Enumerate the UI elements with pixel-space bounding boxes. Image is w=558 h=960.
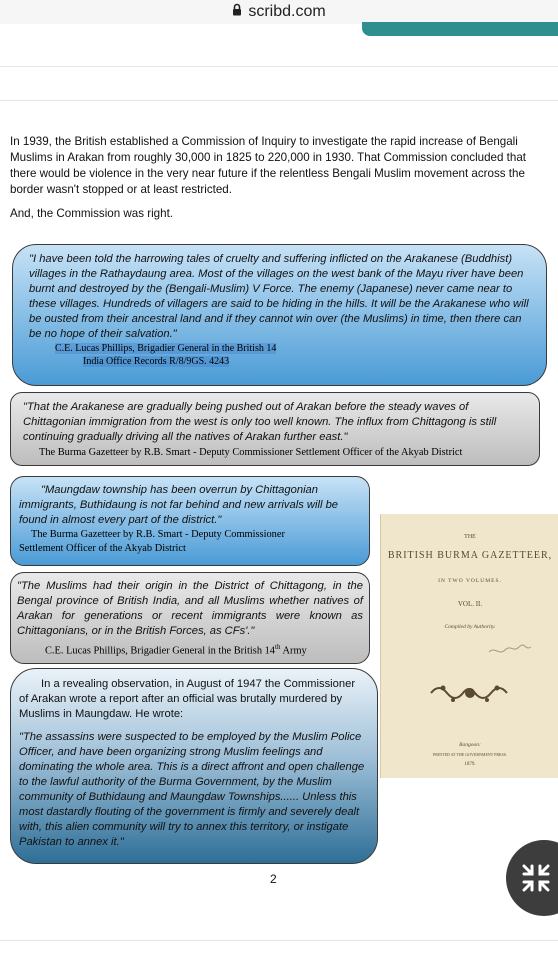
quote-text: "That the Arakanese are gradually being pushed out of Arakan before the steady waves of Chittagonian immigration from the west is only too well known. The influx from Chittagong is still continuing gradually driving all the natives of Arakan further east." [23, 401, 497, 443]
quote-citation: The Burma Gazetteer by R.B. Smart - Deputy Commissioner Settlement Officer of the Akyab District [39, 447, 463, 458]
url-display[interactable] [0, 3, 558, 21]
quote-citation: C.E. Lucas Phillips, Brigadier General in the British 14th Army [45, 643, 307, 657]
page-number: 2 [270, 872, 277, 886]
quote-citation: India Office Records R/8/9GS. 4243 [83, 356, 230, 367]
header-accent-bar [362, 22, 558, 36]
book-printer: PRINTED AT THE GOVERNMENT PRESS. [433, 752, 507, 757]
book-volumes: IN TWO VOLUMES. [438, 578, 502, 584]
book-year: 1879. [464, 762, 476, 767]
gazetteer-title-page-image [380, 514, 558, 778]
quote-text: "The Muslims had their origin in the District of Chittagong, in the Bengal province of British India, and all Muslims whether natives of Arakan for generations or recent immigrants were known as Chittagonians, or in the British Forces, as CFs'." [17, 580, 363, 637]
quote-citation: C.E. Lucas Phillips, Brigadier General in the British 14 [55, 343, 277, 354]
quote-citation: The Burma Gazetteer by R.B. Smart - Deputy Commissioner [31, 529, 285, 540]
book-vol: VOL. II. [457, 600, 483, 608]
quote-box-2 [10, 392, 540, 466]
ornament [381, 678, 558, 708]
book-title: BRITISH BURMA GAZETTEER, [387, 550, 553, 561]
quote-box-1 [12, 244, 547, 386]
intro-conclusion: And, the Commission was right. [10, 207, 174, 220]
intro-text [10, 134, 550, 230]
handwritten-note [381, 642, 558, 656]
quote-citation: Settlement Officer of the Akyab District [19, 543, 186, 554]
divider [0, 100, 558, 101]
quote-box-5 [10, 668, 378, 864]
url-domain: scribd.com [248, 3, 326, 21]
quote-box-3 [10, 476, 370, 566]
quote-intro: In a revealing observation, in August of 1947 the Commissioner of Arakan wrote a report after an official was brutally murdered by Muslims in Maungdaw. He wrote: [19, 678, 356, 720]
lock-icon [232, 3, 242, 21]
exit-fullscreen-icon [520, 862, 552, 899]
quote-text: "I have been told the harrowing tales of cruelty and suffering inflicted on the Arakanese (Buddhist) villages in the Rathaydaung area. Most of the villages on the west bank of the Mayu river have been burnt and destroyed by the (Bengali-Muslim) V Force. The enemy (Japanese) never came near to these villages. Hundreds of villagers are said to be hiding in the hills. It will be the Arakanese who will be ousted from their ancestral land and if they cannot win over (the Muslims) in time, then there can be no hope of their salvation." [29, 253, 529, 340]
divider [0, 66, 558, 67]
book-place: Rangoon: [459, 742, 481, 748]
quote-text: "Maungdaw township has been overrun by Chittagonian immigrants, Buthidaung is not far behind and new arrivals will be found in almost every part of the district." [19, 484, 339, 526]
intro-paragraph: In 1939, the British established a Commission of Inquiry to investigate the rapid increase of Bengali Muslims in Arakan from roughly 30,000 in 1825 to 220,000 in 1930. That Commission concluded that there would be violence in the very near future if the relentless Bengali Muslim movement across the border wasn't stopped or at least restricted. [10, 135, 527, 196]
book-the: THE [464, 534, 476, 540]
address-bar[interactable] [0, 0, 558, 24]
exit-fullscreen-button[interactable] [506, 840, 558, 916]
quote-text: "The assassins were suspected to be employed by the Muslim Police Officer, and have been organizing strong Muslim feelings and dominating the whole area. This is a direct affront and open challenge to the lawful authority of the Burma Government, by the Muslim community of Buthidaung and Maungdaw Townships...... Unless this most dastardly flouting of the government is firmly and severely dealt with, this alien community will try to annex this territory, or instigate Pakistan to annex it." [19, 731, 365, 848]
quote-box-4 [10, 572, 370, 664]
book-compiled: Compiled by Authority. [444, 624, 496, 630]
divider [0, 940, 558, 941]
